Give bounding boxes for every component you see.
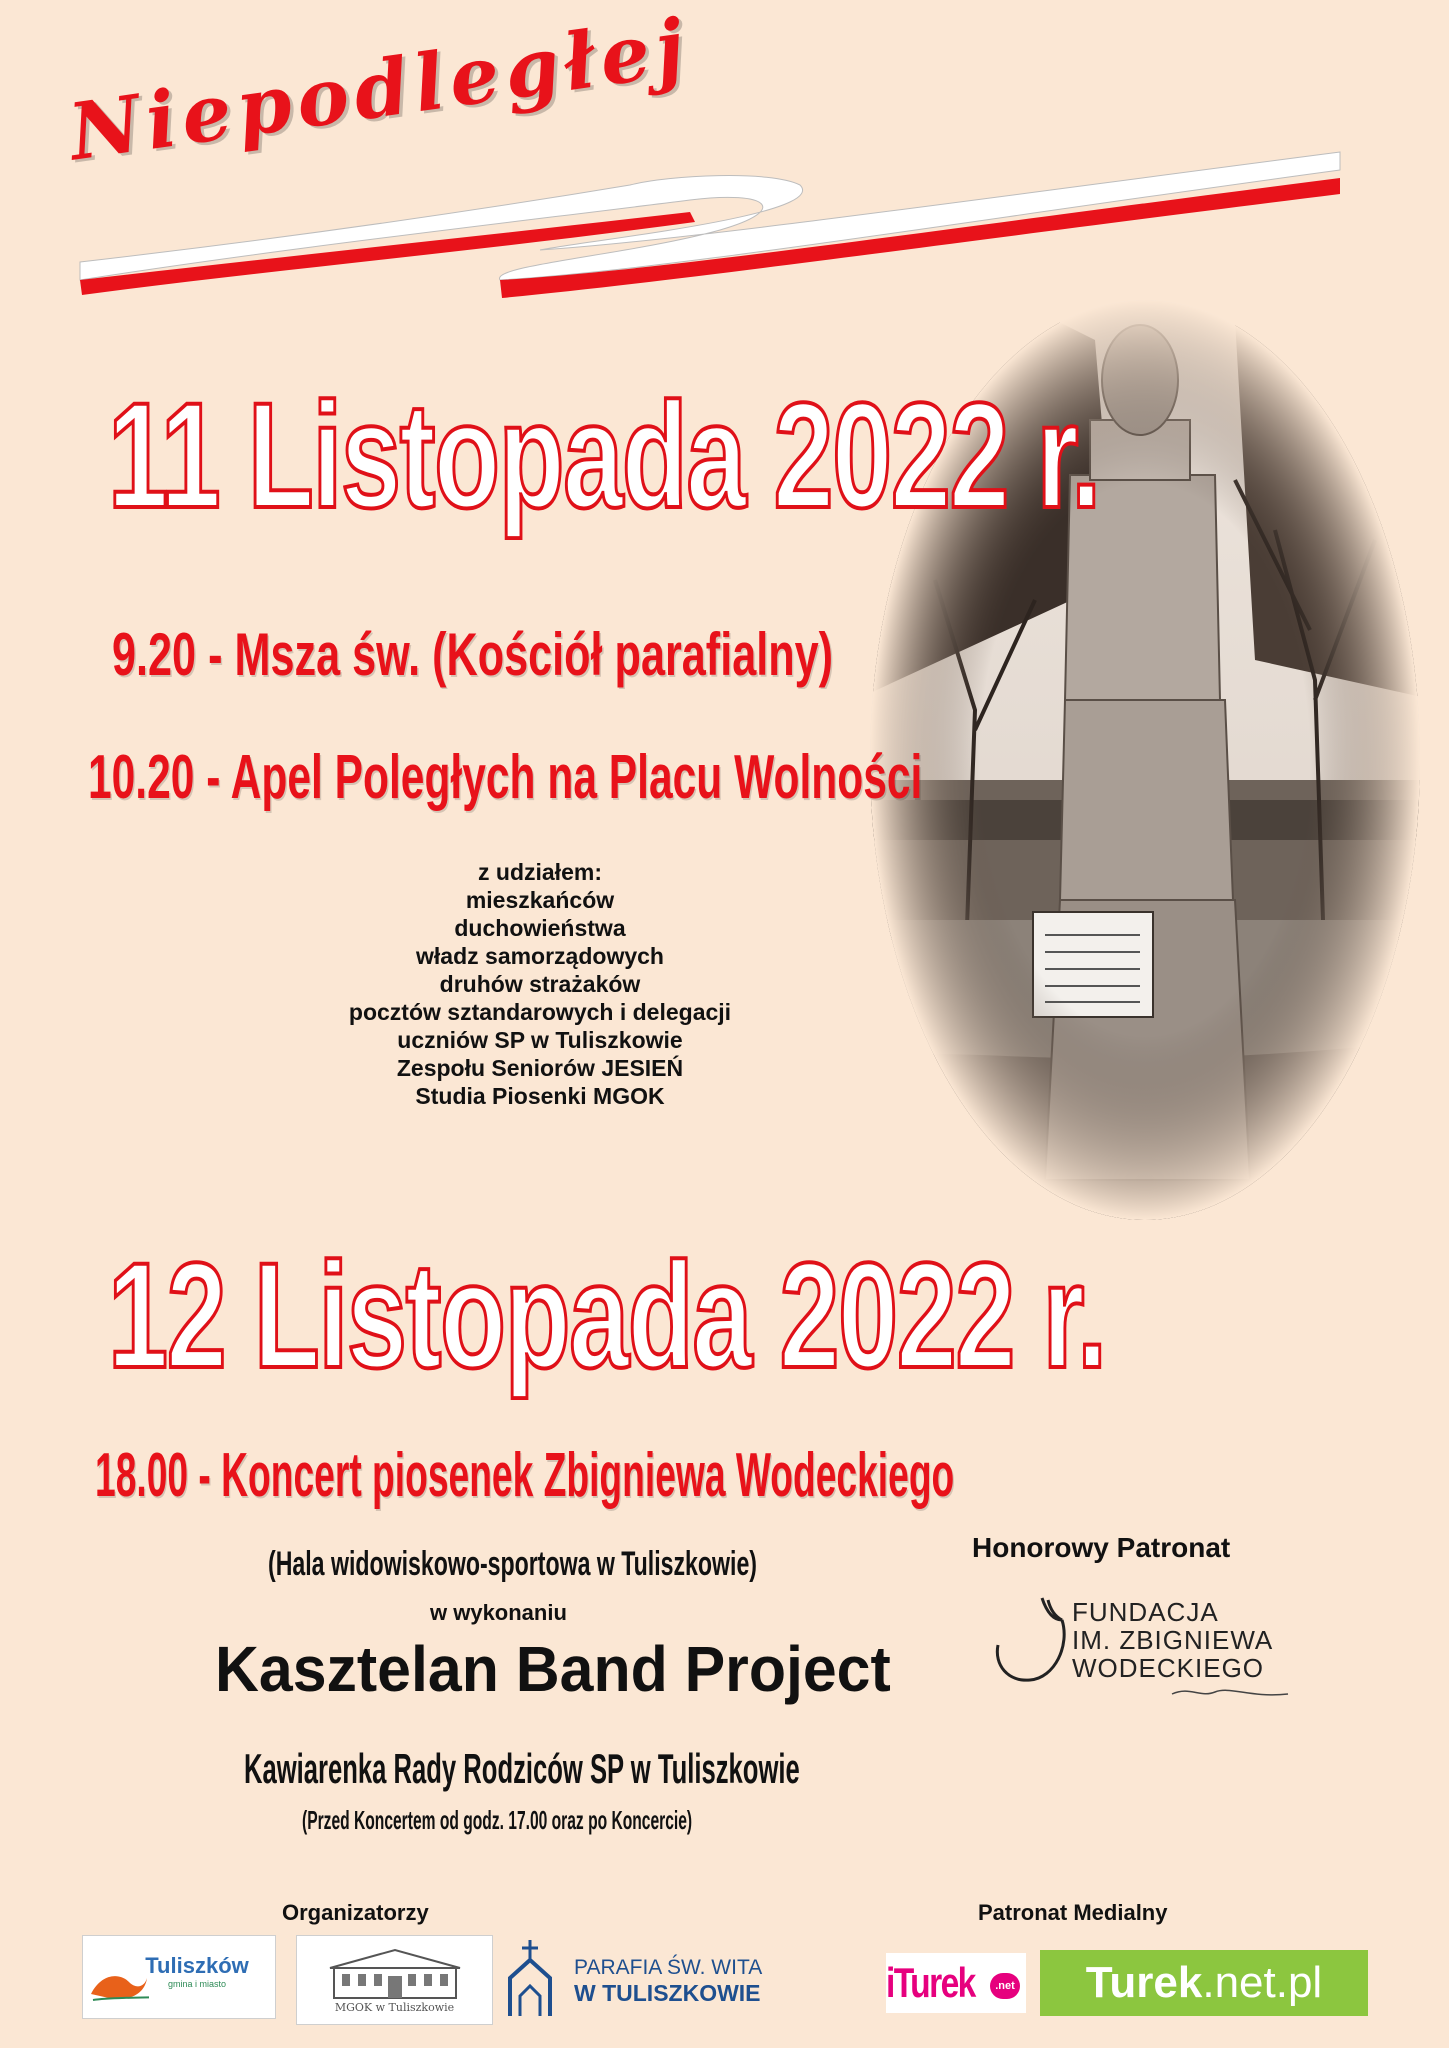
foundation-line: FUNDACJA [1072, 1597, 1219, 1627]
cafe-title: Kawiarenka Rady Rodziców SP w Tuliszkowie [244, 1745, 800, 1792]
mgok-logo [296, 1935, 493, 2025]
parish-logo [506, 1938, 786, 2020]
turek-net-logo [1040, 1950, 1368, 2016]
organizers-label: Organizatorzy [282, 1900, 429, 1925]
parish-line2: W TULISZKOWIE [574, 1980, 761, 2006]
turek-rest: .net.pl [1202, 1958, 1323, 2007]
cafe-note: (Przed Koncertem od godz. 17.00 oraz po Koncercie) [302, 1805, 693, 1835]
foundation-signature-icon [1170, 1682, 1290, 1702]
mgok-caption: MGOK w Tuliszkowie [334, 2001, 455, 2014]
church-icon [506, 1938, 554, 2018]
participant-item: duchowieństwa [454, 915, 626, 941]
parish-line1: PARAFIA ŚW. WITA [574, 1956, 763, 1979]
turek-bold: Turek [1085, 1958, 1203, 2007]
participant-item: Zespołu Seniorów JESIEŃ [396, 1055, 684, 1081]
media-patronage-label: Patronat Medialny [978, 1900, 1168, 1925]
tuliszkow-logo [82, 1935, 276, 2019]
band-name: Kasztelan Band Project [215, 1633, 891, 1705]
participant-item: władz samorządowych [416, 943, 664, 969]
participants-list [240, 858, 840, 1110]
day2-venue: (Hala widowiskowo-sportowa w Tuliszkowie) [268, 1545, 758, 1583]
day1-event-apel: 10.20 - Apel Poległych na Placu Wolności [88, 743, 923, 812]
day1-event-mass: 9.20 - Msza św. (Kościół parafialny) [112, 621, 834, 688]
honorary-patronage-label: Honorowy Patronat [972, 1532, 1231, 1563]
tuliszkow-sub: gmina i miasto [167, 1979, 227, 1989]
foundation-line: WODECKIEGO [1072, 1653, 1265, 1683]
foundation-logo [990, 1590, 1290, 1700]
script-title-text: Niepodległej [63, 1, 696, 179]
flag-ribbon [70, 130, 1350, 300]
participants-heading: z udziałem: [478, 859, 602, 885]
participant-item: pocztów sztandarowych i delegacji [348, 999, 732, 1025]
foundation-line: IM. ZBIGNIEWA [1072, 1625, 1274, 1655]
iturek-logo [886, 1953, 1026, 2013]
participant-item: Studia Piosenki MGOK [415, 1083, 665, 1109]
day2-date: 12 Listopada 2022 r. [108, 1231, 1106, 1399]
iturek-main: iTurek [886, 1959, 975, 2006]
participant-item: uczniów SP w Tuliszkowie [397, 1027, 683, 1053]
participant-item: mieszkańców [465, 887, 615, 913]
participant-item: druhów strażaków [439, 971, 641, 997]
building-icon [320, 1946, 470, 2001]
day1-date: 11 Listopada 2022 r. [108, 371, 1100, 539]
tuliszkow-name: Tuliszków [145, 1953, 249, 1978]
day2-event-concert: 18.00 - Koncert piosenek Zbigniewa Wodeckiego [95, 1441, 955, 1510]
fox-icon [89, 1964, 149, 2004]
iturek-suffix: .net [990, 1973, 1020, 1999]
foundation-emblem-icon [990, 1590, 1080, 1690]
day2-performed-by: w wykonaniu [430, 1600, 567, 1625]
